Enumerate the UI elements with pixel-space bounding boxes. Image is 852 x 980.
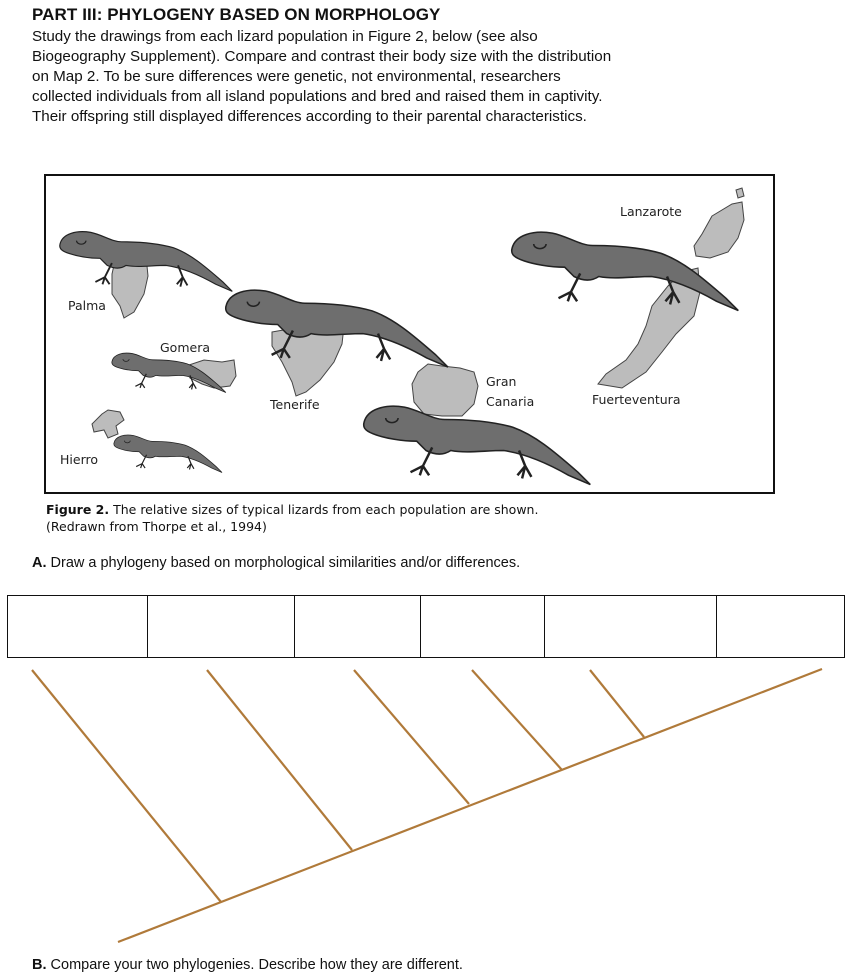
question-a-text: Draw a phylogeny based on morphological similarities and/or differences. xyxy=(46,555,521,571)
tree-branch-2 xyxy=(207,670,352,850)
fuerteventura-label: Fuerteventura xyxy=(592,392,681,407)
question-b xyxy=(32,957,463,973)
intro-line: Biogeography Supplement). Compare and contrast their body size with the distribution xyxy=(32,48,612,65)
phylogeny-tree xyxy=(0,660,852,950)
figure-2-panel xyxy=(44,174,775,494)
tree-branch-4 xyxy=(472,670,562,770)
tree-branch-1 xyxy=(32,670,221,902)
lanzarote-label: Lanzarote xyxy=(620,204,682,219)
answer-box-2[interactable] xyxy=(148,596,295,657)
tree-trunk xyxy=(118,669,822,942)
page-heading: PART III: PHYLOGENY BASED ON MORPHOLOGY xyxy=(32,5,441,24)
gran-canaria-lizard xyxy=(364,406,591,484)
caption-source: (Redrawn from Thorpe et al., 1994) xyxy=(46,519,267,534)
intro-line: collected individuals from all island populations and bred and raised them in captivity. xyxy=(32,88,603,105)
canaria-label: Canaria xyxy=(486,394,535,409)
palma-label: Palma xyxy=(68,298,106,313)
figure-caption xyxy=(46,501,538,535)
lanzarote-island xyxy=(694,202,744,258)
answer-box-3[interactable] xyxy=(295,596,421,657)
answer-box-5[interactable] xyxy=(545,596,717,657)
answer-box-row xyxy=(7,595,845,658)
tree-branch-5 xyxy=(590,670,644,737)
question-b-label: B. xyxy=(32,957,47,973)
question-b-text: Compare your two phylogenies. Describe how they are different. xyxy=(46,957,463,973)
hierro-lizard xyxy=(114,435,222,472)
answer-box-4[interactable] xyxy=(421,596,545,657)
question-a-label: A. xyxy=(32,555,47,571)
gran-label: Gran xyxy=(486,374,517,389)
intro-paragraph xyxy=(32,27,822,127)
gran-canaria-island xyxy=(412,364,478,416)
tenerife-label: Tenerife xyxy=(270,397,320,412)
caption-label: Figure 2. xyxy=(46,502,110,517)
hierro-label: Hierro xyxy=(60,452,98,467)
lizard-island-illustration xyxy=(46,176,773,492)
tenerife-island xyxy=(272,326,344,396)
hierro-island xyxy=(92,410,124,438)
question-a xyxy=(32,555,520,571)
intro-line: on Map 2. To be sure differences were genetic, not environmental, researchers xyxy=(32,68,561,85)
tree-branch-3 xyxy=(354,670,469,804)
intro-line: Their offspring still displayed differences according to their parental characteristics. xyxy=(32,108,587,125)
intro-line: Study the drawings from each lizard population in Figure 2, below (see also xyxy=(32,28,538,45)
answer-box-6[interactable] xyxy=(717,596,844,657)
caption-text: The relative sizes of typical lizards from each population are shown. xyxy=(109,502,539,517)
gomera-label: Gomera xyxy=(160,340,210,355)
answer-box-1[interactable] xyxy=(8,596,148,657)
